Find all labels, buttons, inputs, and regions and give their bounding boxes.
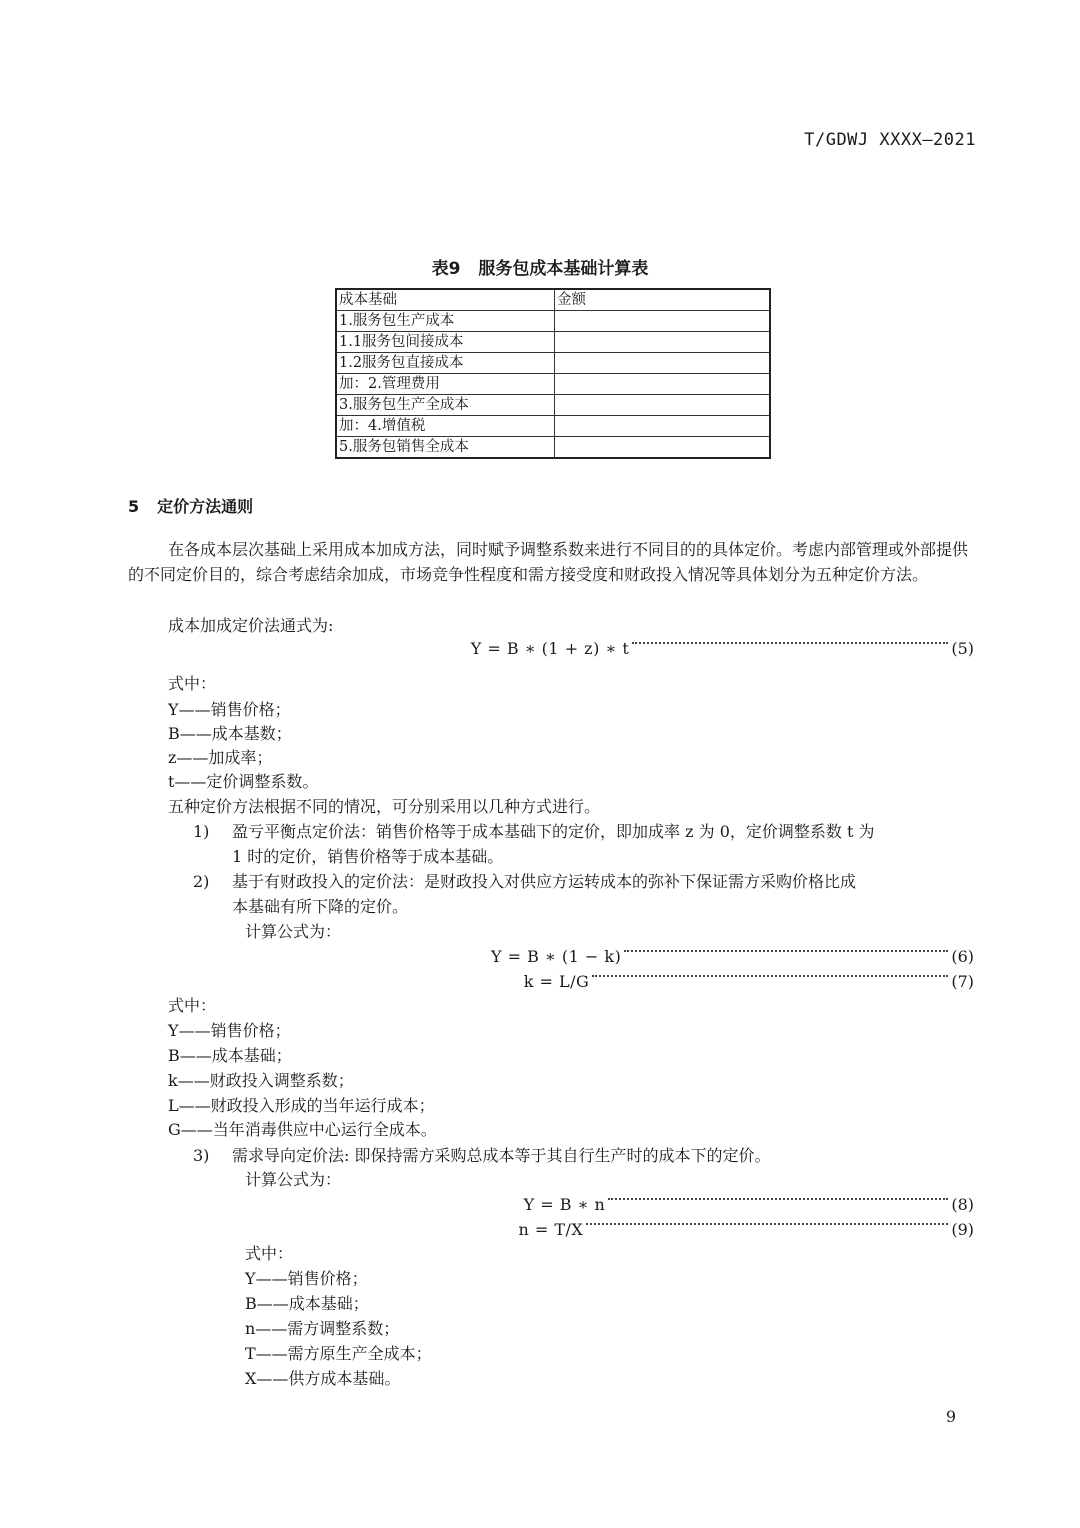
definition-b: B——成本基数；	[168, 724, 292, 743]
table-cell-amount	[555, 374, 771, 395]
page-number: 9	[945, 1407, 956, 1426]
leader-dots	[586, 1223, 948, 1225]
table-caption-title: 服务包成本基础计算表	[478, 259, 649, 279]
table-row	[336, 395, 770, 416]
method-3-number: 3)	[193, 1146, 210, 1165]
table-row	[336, 374, 770, 395]
definition-t: t——定价调整系数。	[168, 772, 319, 791]
column-header-cost-basis: 成本基础	[336, 289, 555, 311]
table-row	[336, 332, 770, 353]
table-cell-item: 加：2.管理费用	[336, 374, 555, 395]
definition-b: B——成本基础；	[245, 1294, 369, 1313]
formula-6-expression: Y = B ∗ (1 − k)	[490, 946, 622, 966]
table-cell-item: 1.1服务包间接成本	[336, 332, 555, 353]
definition-x: X——供方成本基础。	[245, 1369, 401, 1388]
definition-y: Y——销售价格；	[168, 1021, 291, 1040]
formula-6	[491, 944, 974, 968]
leader-dots	[592, 975, 948, 977]
cost-basis-table	[335, 288, 771, 459]
definition-t: T——需方原生产全成本；	[245, 1344, 432, 1363]
formula-8-expression: Y = B ∗ n	[523, 1194, 606, 1214]
formula-7	[524, 969, 974, 993]
table-row	[336, 353, 770, 374]
where-label-3: 式中：	[245, 1244, 294, 1263]
formula-9-number: (9)	[951, 1219, 974, 1239]
table-cell-item: 1.2服务包直接成本	[336, 353, 555, 374]
definition-k: k——财政投入调整系数；	[168, 1071, 354, 1090]
table-header-row	[336, 289, 770, 311]
table-cell-item: 5.服务包销售全成本	[336, 437, 555, 459]
section-title: 定价方法通则	[157, 497, 254, 516]
document-id: T/GDWJ XXXX—2021	[804, 130, 976, 150]
table-cell-amount	[555, 437, 771, 459]
table-row	[336, 437, 770, 459]
table-caption-number: 表9	[431, 259, 461, 279]
where-label: 式中：	[168, 674, 217, 693]
method-1-line-1: 盈亏平衡点定价法：销售价格等于成本基础下的定价，即加成率 z 为 0，定价调整系数 t 为	[232, 822, 875, 841]
formula-5	[471, 636, 974, 660]
definition-z: z——加成率；	[168, 748, 273, 767]
table-cell-item: 3.服务包生产全成本	[336, 395, 555, 416]
table-cell-amount	[555, 353, 771, 374]
intro-paragraph-wrapper	[128, 538, 974, 587]
column-header-amount: 金额	[555, 289, 771, 311]
method-1-number: 1)	[193, 822, 210, 841]
formula-5-expression: Y = B ∗ (1 + z) ∗ t	[470, 638, 630, 658]
table-caption	[0, 254, 1080, 279]
method-3-calc-label: 计算公式为：	[245, 1170, 342, 1189]
methods-intro: 五种定价方法根据不同的情况，可分别采用以几种方式进行。	[168, 797, 601, 816]
table-cell-amount	[555, 311, 771, 332]
formula-8	[524, 1192, 974, 1216]
definition-y: Y——销售价格；	[245, 1269, 368, 1288]
table-cell-amount	[555, 395, 771, 416]
definition-y: Y——销售价格；	[168, 700, 291, 719]
definition-b: B——成本基础；	[168, 1046, 292, 1065]
general-formula-intro: 成本加成定价法通式为:	[168, 616, 334, 635]
definition-l: L——财政投入形成的当年运行成本；	[168, 1096, 435, 1115]
method-2-line-2: 本基础有所下降的定价。	[232, 897, 409, 916]
formula-8-number: (8)	[951, 1194, 974, 1214]
method-2-line-1: 基于有财政投入的定价法：是财政投入对供应方运转成本的弥补下保证需方采购价格比成	[232, 872, 857, 891]
table-cell-amount	[555, 416, 771, 437]
method-2-calc-label: 计算公式为：	[245, 922, 342, 941]
formula-6-number: (6)	[951, 946, 974, 966]
table-row	[336, 311, 770, 332]
leader-dots	[624, 950, 948, 952]
table-cell-item: 加：4.增值税	[336, 416, 555, 437]
leader-dots	[608, 1198, 948, 1200]
table-cell-item: 1.服务包生产成本	[336, 311, 555, 332]
formula-7-number: (7)	[951, 971, 974, 991]
section-heading	[128, 494, 253, 517]
formula-9	[518, 1217, 974, 1241]
formula-9-expression: n = T/X	[518, 1219, 584, 1239]
intro-paragraph: 在各成本层次基础上采用成本加成方法，同时赋予调整系数来进行不同目的的具体定价。考虑内部管理或外部提供的不同定价目的，综合考虑结余加成，市场竞争性程度和需方接受度和财政投入情况等具体划分为五种定价方法。	[128, 540, 969, 584]
definition-g: G——当年消毒供应中心运行全成本。	[168, 1120, 437, 1139]
definition-n: n——需方调整系数；	[245, 1319, 400, 1338]
where-label-2: 式中：	[168, 996, 217, 1015]
method-1-line-2: 1 时的定价，销售价格等于成本基础。	[232, 847, 504, 866]
formula-7-expression: k = L/G	[523, 971, 590, 991]
formula-5-number: (5)	[951, 638, 974, 658]
method-2-number: 2)	[193, 872, 210, 891]
leader-dots	[632, 642, 948, 644]
method-3-line-1: 需求导向定价法: 即保持需方采购总成本等于其自行生产时的成本下的定价。	[232, 1146, 771, 1165]
section-number: 5	[128, 497, 140, 516]
table-row	[336, 416, 770, 437]
table-cell-amount	[555, 332, 771, 353]
